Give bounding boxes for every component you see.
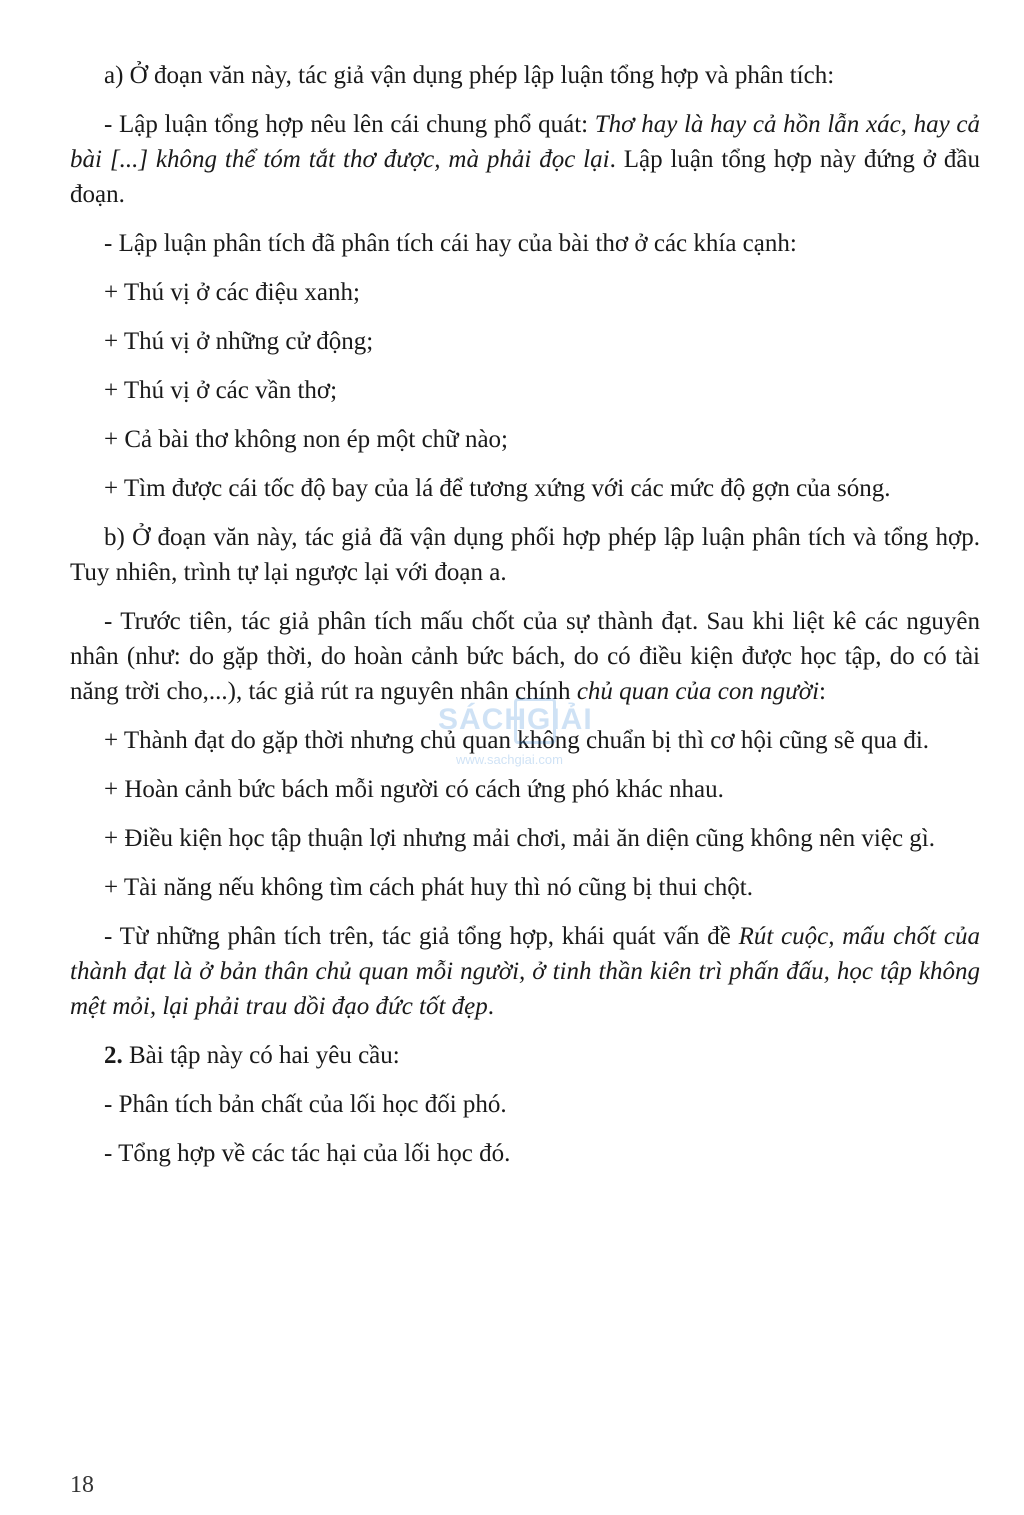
paragraph-synthesis: - Lập luận tổng hợp nêu lên cái chung phổ quát: Thơ hay là hay cả hồn lẫn xác, hay cả bài [...] không thể tóm tắt thơ được, mà phải đọc lại. Lập luận tổng hợp này đứng ở đầu đoạn. <box>70 111 980 208</box>
page-body <box>70 58 980 1185</box>
exercise-2: 2. Bài tập này có hai yêu cầu: <box>104 1042 400 1069</box>
list-item: + Thú vị ở các vần thơ; <box>104 377 338 404</box>
quote-conclusion: Rút cuộc, mấu chốt của thành đạt là ở bản thân chủ quan mỗi người, ở tinh thần kiên trì phấn đấu, học tập không mệt mỏi, lại phải trau dồi đạo đức tốt đẹp <box>70 923 980 1020</box>
paragraph-conclusion: - Từ những phân tích trên, tác giả tổng hợp, khái quát vấn đề Rút cuộc, mấu chốt của thành đạt là ở bản thân chủ quan mỗi người, ở tinh thần kiên trì phấn đấu, học tập không mệt mỏi, lại phải trau dồi đạo đức tốt đẹp. <box>70 923 980 1020</box>
paragraph-analysis: - Lập luận phân tích đã phân tích cái hay của bài thơ ở các khía cạnh: <box>104 230 797 257</box>
list-item: + Thành đạt do gặp thời nhưng chủ quan không chuẩn bị thì cơ hội cũng sẽ qua đi. <box>104 727 930 754</box>
list-item: + Điều kiện học tập thuận lợi nhưng mải chơi, mải ăn diện cũng không nên việc gì. <box>104 825 935 852</box>
list-item: + Tìm được cái tốc độ bay của lá để tương xứng với các mức độ gợn của sóng. <box>104 475 891 502</box>
paragraph-causes: - Trước tiên, tác giả phân tích mấu chốt của sự thành đạt. Sau khi liệt kê các nguyên nhân (như: do gặp thời, do hoàn cảnh bức bách, do có điều kiện được học tập, do có tài năng trời cho,...), tác giả rút ra nguyên nhân chính chủ quan của con người: <box>70 608 980 705</box>
list-item: + Hoàn cảnh bức bách mỗi người có cách ứng phó khác nhau. <box>104 776 724 803</box>
emphasis-subjective: chủ quan của con người <box>576 678 820 705</box>
list-item: + Thú vị ở các điệu xanh; <box>104 279 360 306</box>
page-number: 18 <box>70 1472 94 1498</box>
list-item: - Tổng hợp về các tác hại của lối học đó. <box>104 1140 511 1167</box>
list-item: - Phân tích bản chất của lối học đối phó. <box>104 1091 507 1118</box>
watermark-brand: SÁCHGIẢI <box>438 703 593 736</box>
list-item: + Thú vị ở những cử động; <box>104 328 374 355</box>
list-item: + Cả bài thơ không non ép một chữ nào; <box>104 426 509 453</box>
paragraph-a: a) Ở đoạn văn này, tác giả vận dụng phép lập luận tổng hợp và phân tích: <box>104 62 835 89</box>
exercise-number: 2. <box>104 1042 123 1069</box>
list-item: + Tài năng nếu không tìm cách phát huy thì nó cũng bị thui chột. <box>104 874 753 901</box>
paragraph-b: b) Ở đoạn văn này, tác giả đã vận dụng phối hợp phép lập luận phân tích và tổng hợp. Tuy nhiên, trình tự lại ngược lại với đoạn a. <box>70 524 980 586</box>
watermark-url: www.sachgiai.com <box>456 752 563 767</box>
quote-poetry: Thơ hay là hay cả hồn lẫn xác, hay cả bài [...] không thể tóm tắt thơ được, mà phải đọc lại <box>70 111 980 173</box>
